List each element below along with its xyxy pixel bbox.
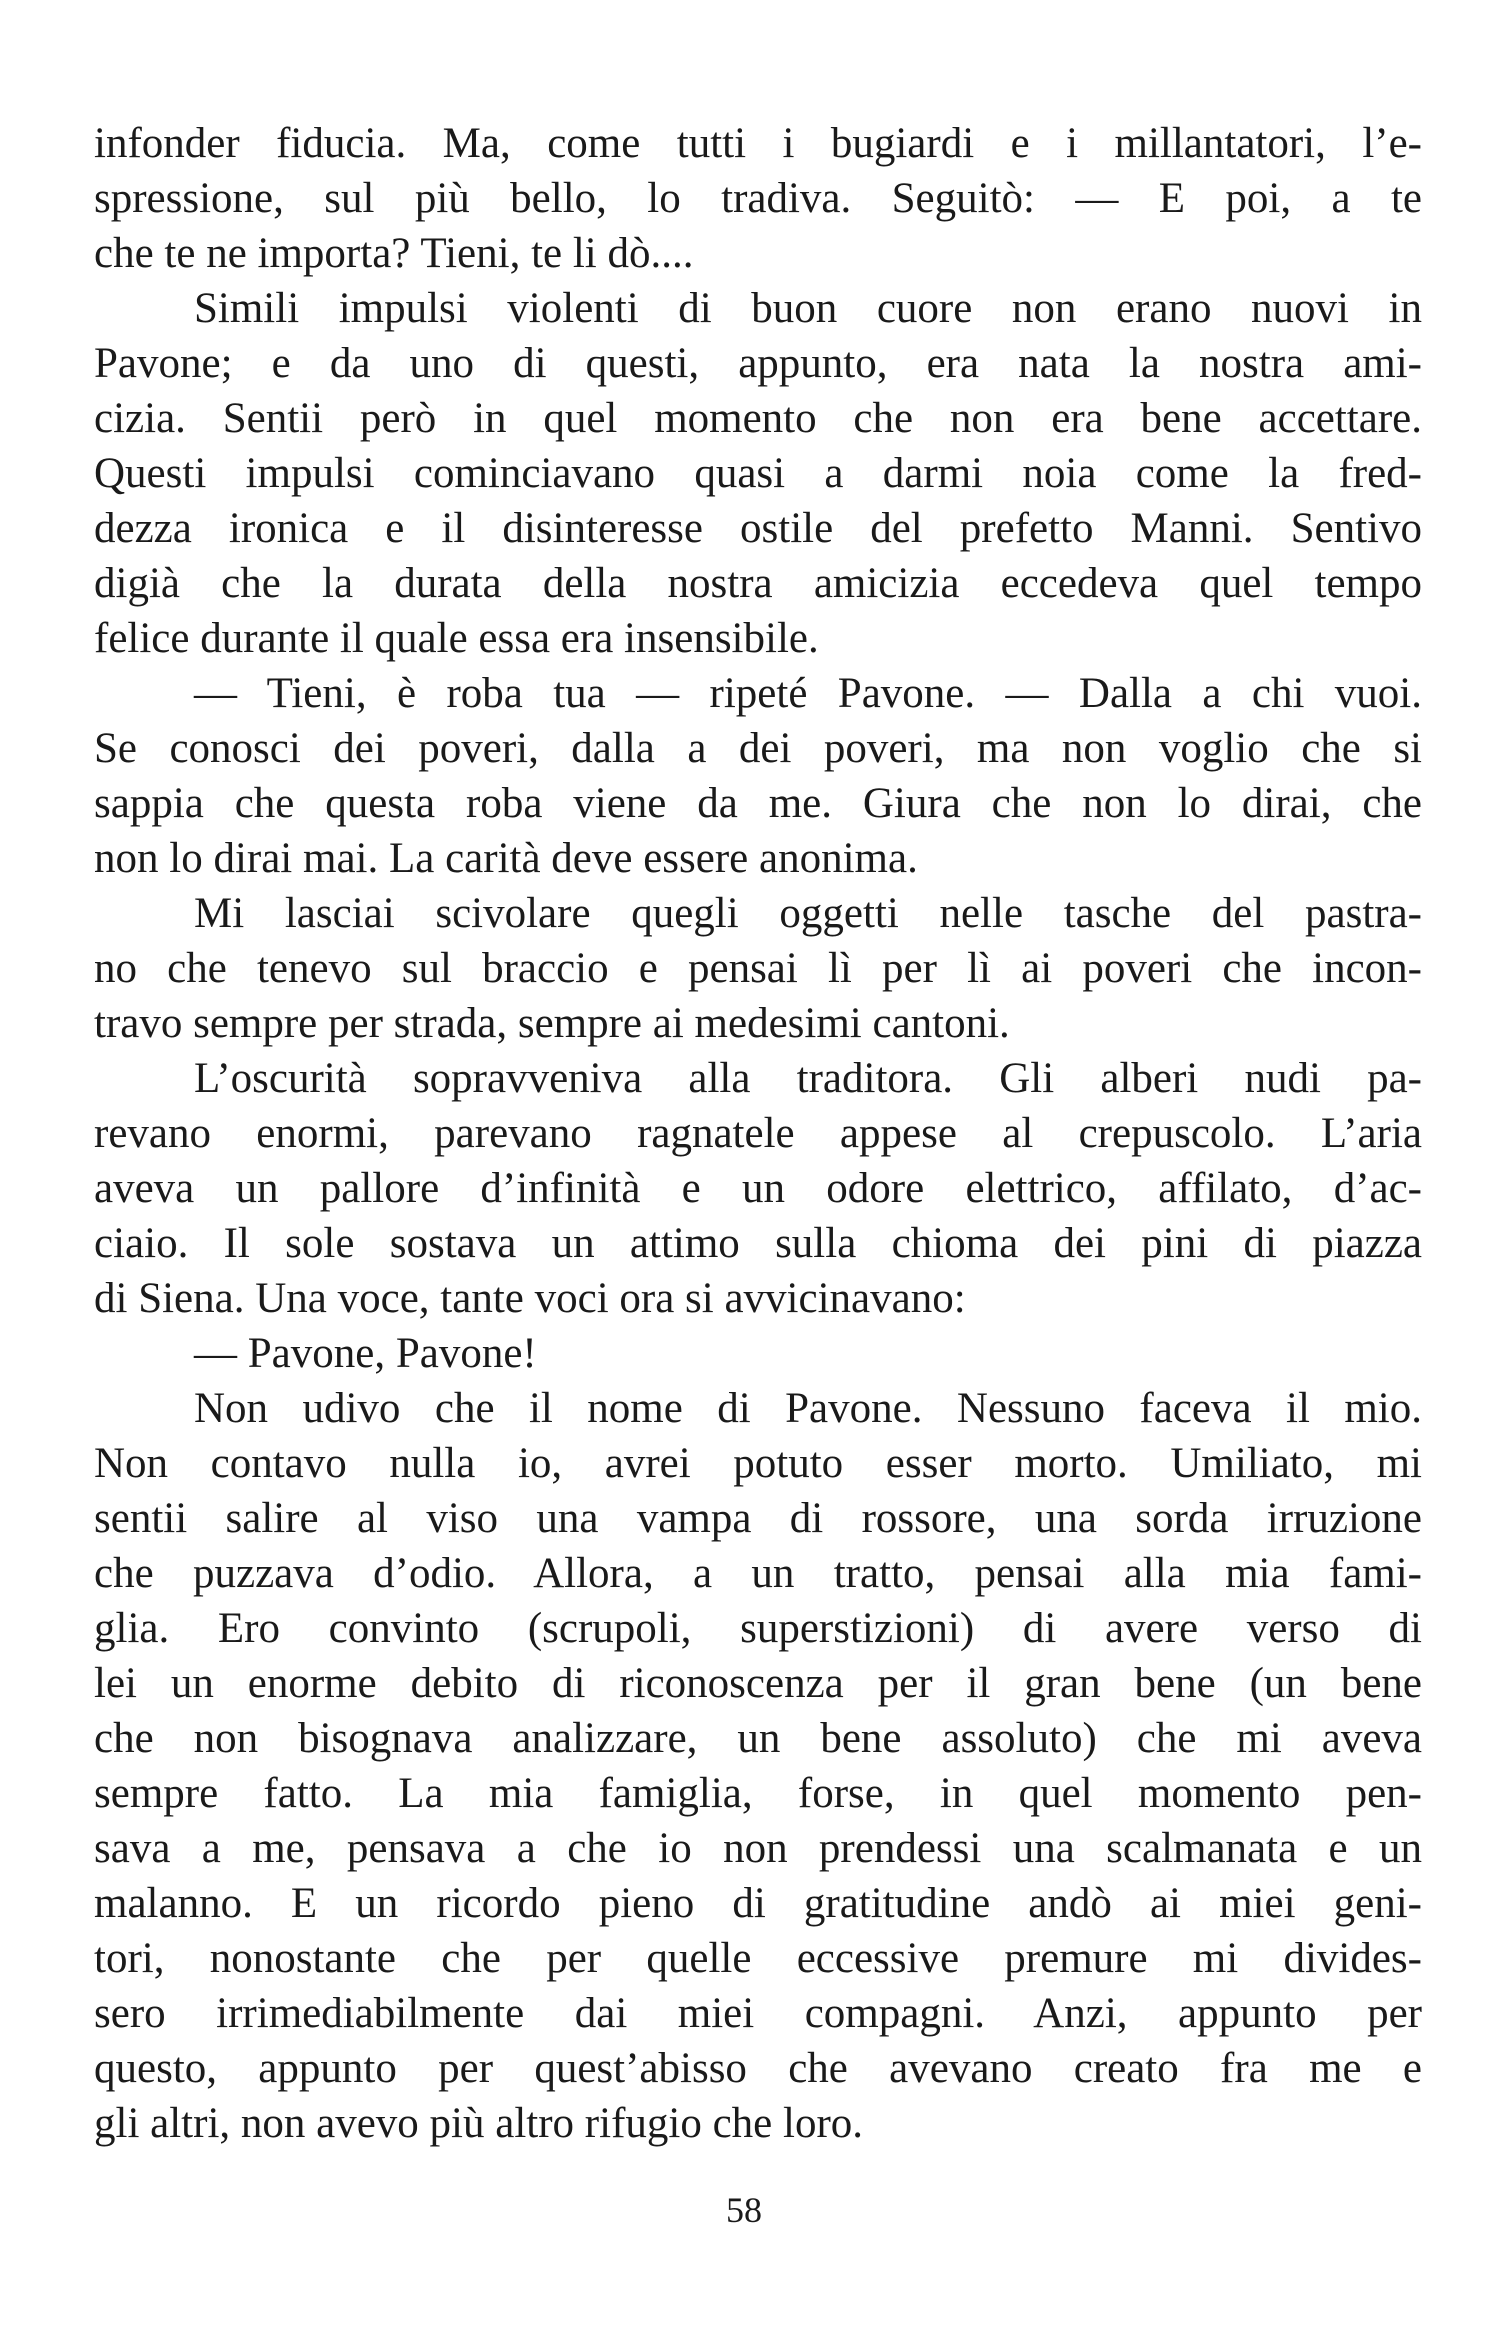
text-line: sava a me, pensava a che io non prendessi una scalmanata e un <box>94 1825 1422 1872</box>
text-line: Pavone; e da uno di questi, appunto, era nata la nostra ami- <box>94 340 1422 387</box>
text-line: Questi impulsi cominciavano quasi a darmi noia come la fred- <box>94 450 1422 497</box>
text-line: sero irrimediabilmente dai miei compagni. Anzi, appunto per <box>94 1990 1422 2037</box>
text-line: di Siena. Una voce, tante voci ora si avvicinavano: <box>94 1275 966 1322</box>
text-line: glia. Ero convinto (scrupoli, superstizioni) di avere verso di <box>94 1605 1422 1652</box>
text-line: ciaio. Il sole sostava un attimo sulla chioma dei pini di piazza <box>94 1220 1422 1267</box>
text-line: cizia. Sentii però in quel momento che non era bene accettare. <box>94 395 1422 442</box>
text-line: sappia che questa roba viene da me. Giura che non lo dirai, che <box>94 780 1422 827</box>
text-line: che te ne importa? Tieni, te li dò.... <box>94 230 694 277</box>
text-line: Mi lasciai scivolare quegli oggetti nelle tasche del pastra- <box>194 890 1422 937</box>
text-line: non lo dirai mai. La carità deve essere anonima. <box>94 835 918 882</box>
body-text <box>94 116 1422 2151</box>
text-line: che non bisognava analizzare, un bene assoluto) che mi aveva <box>94 1715 1422 1762</box>
text-line: L’oscurità sopravveniva alla traditora. Gli alberi nudi pa- <box>194 1055 1422 1102</box>
text-line: revano enormi, parevano ragnatele appese al crepuscolo. L’aria <box>94 1110 1422 1157</box>
text-line: Non contavo nulla io, avrei potuto esser morto. Umiliato, mi <box>94 1440 1422 1487</box>
text-line: Se conosci dei poveri, dalla a dei poveri, ma non voglio che si <box>94 725 1422 772</box>
text-line: questo, appunto per quest’abisso che avevano creato fra me e <box>94 2045 1422 2092</box>
text-line: digià che la durata della nostra amicizia eccedeva quel tempo <box>94 560 1422 607</box>
text-line: travo sempre per strada, sempre ai medesimi cantoni. <box>94 1000 1010 1047</box>
page-number: 58 <box>726 2190 762 2230</box>
text-line: lei un enorme debito di riconoscenza per il gran bene (un bene <box>94 1660 1422 1707</box>
text-line: spressione, sul più bello, lo tradiva. Seguitò: — E poi, a te <box>94 175 1422 222</box>
text-line: dezza ironica e il disinteresse ostile del prefetto Manni. Sentivo <box>94 505 1422 552</box>
text-line: aveva un pallore d’infinità e un odore elettrico, affilato, d’ac- <box>94 1165 1422 1212</box>
text-line: malanno. E un ricordo pieno di gratitudine andò ai miei geni- <box>94 1880 1422 1927</box>
text-line: sempre fatto. La mia famiglia, forse, in quel momento pen- <box>94 1770 1422 1817</box>
text-line: felice durante il quale essa era insensibile. <box>94 615 819 662</box>
text-line: infonder fiducia. Ma, come tutti i bugiardi e i millantatori, l’e- <box>94 120 1422 167</box>
text-line: sentii salire al viso una vampa di rossore, una sorda irruzione <box>94 1495 1422 1542</box>
text-line: — Tieni, è roba tua — ripeté Pavone. — Dalla a chi vuoi. <box>194 670 1422 717</box>
text-line: Simili impulsi violenti di buon cuore non erano nuovi in <box>194 285 1422 332</box>
text-line: tori, nonostante che per quelle eccessive premure mi divides- <box>94 1935 1422 1982</box>
text-line: gli altri, non avevo più altro rifugio che loro. <box>94 2100 864 2147</box>
text-line: che puzzava d’odio. Allora, a un tratto, pensai alla mia fami- <box>94 1550 1422 1597</box>
text-line: Non udivo che il nome di Pavone. Nessuno faceva il mio. <box>194 1385 1422 1432</box>
text-line: — Pavone, Pavone! <box>194 1330 537 1377</box>
text-line: no che tenevo sul braccio e pensai lì per lì ai poveri che incon- <box>94 945 1422 992</box>
